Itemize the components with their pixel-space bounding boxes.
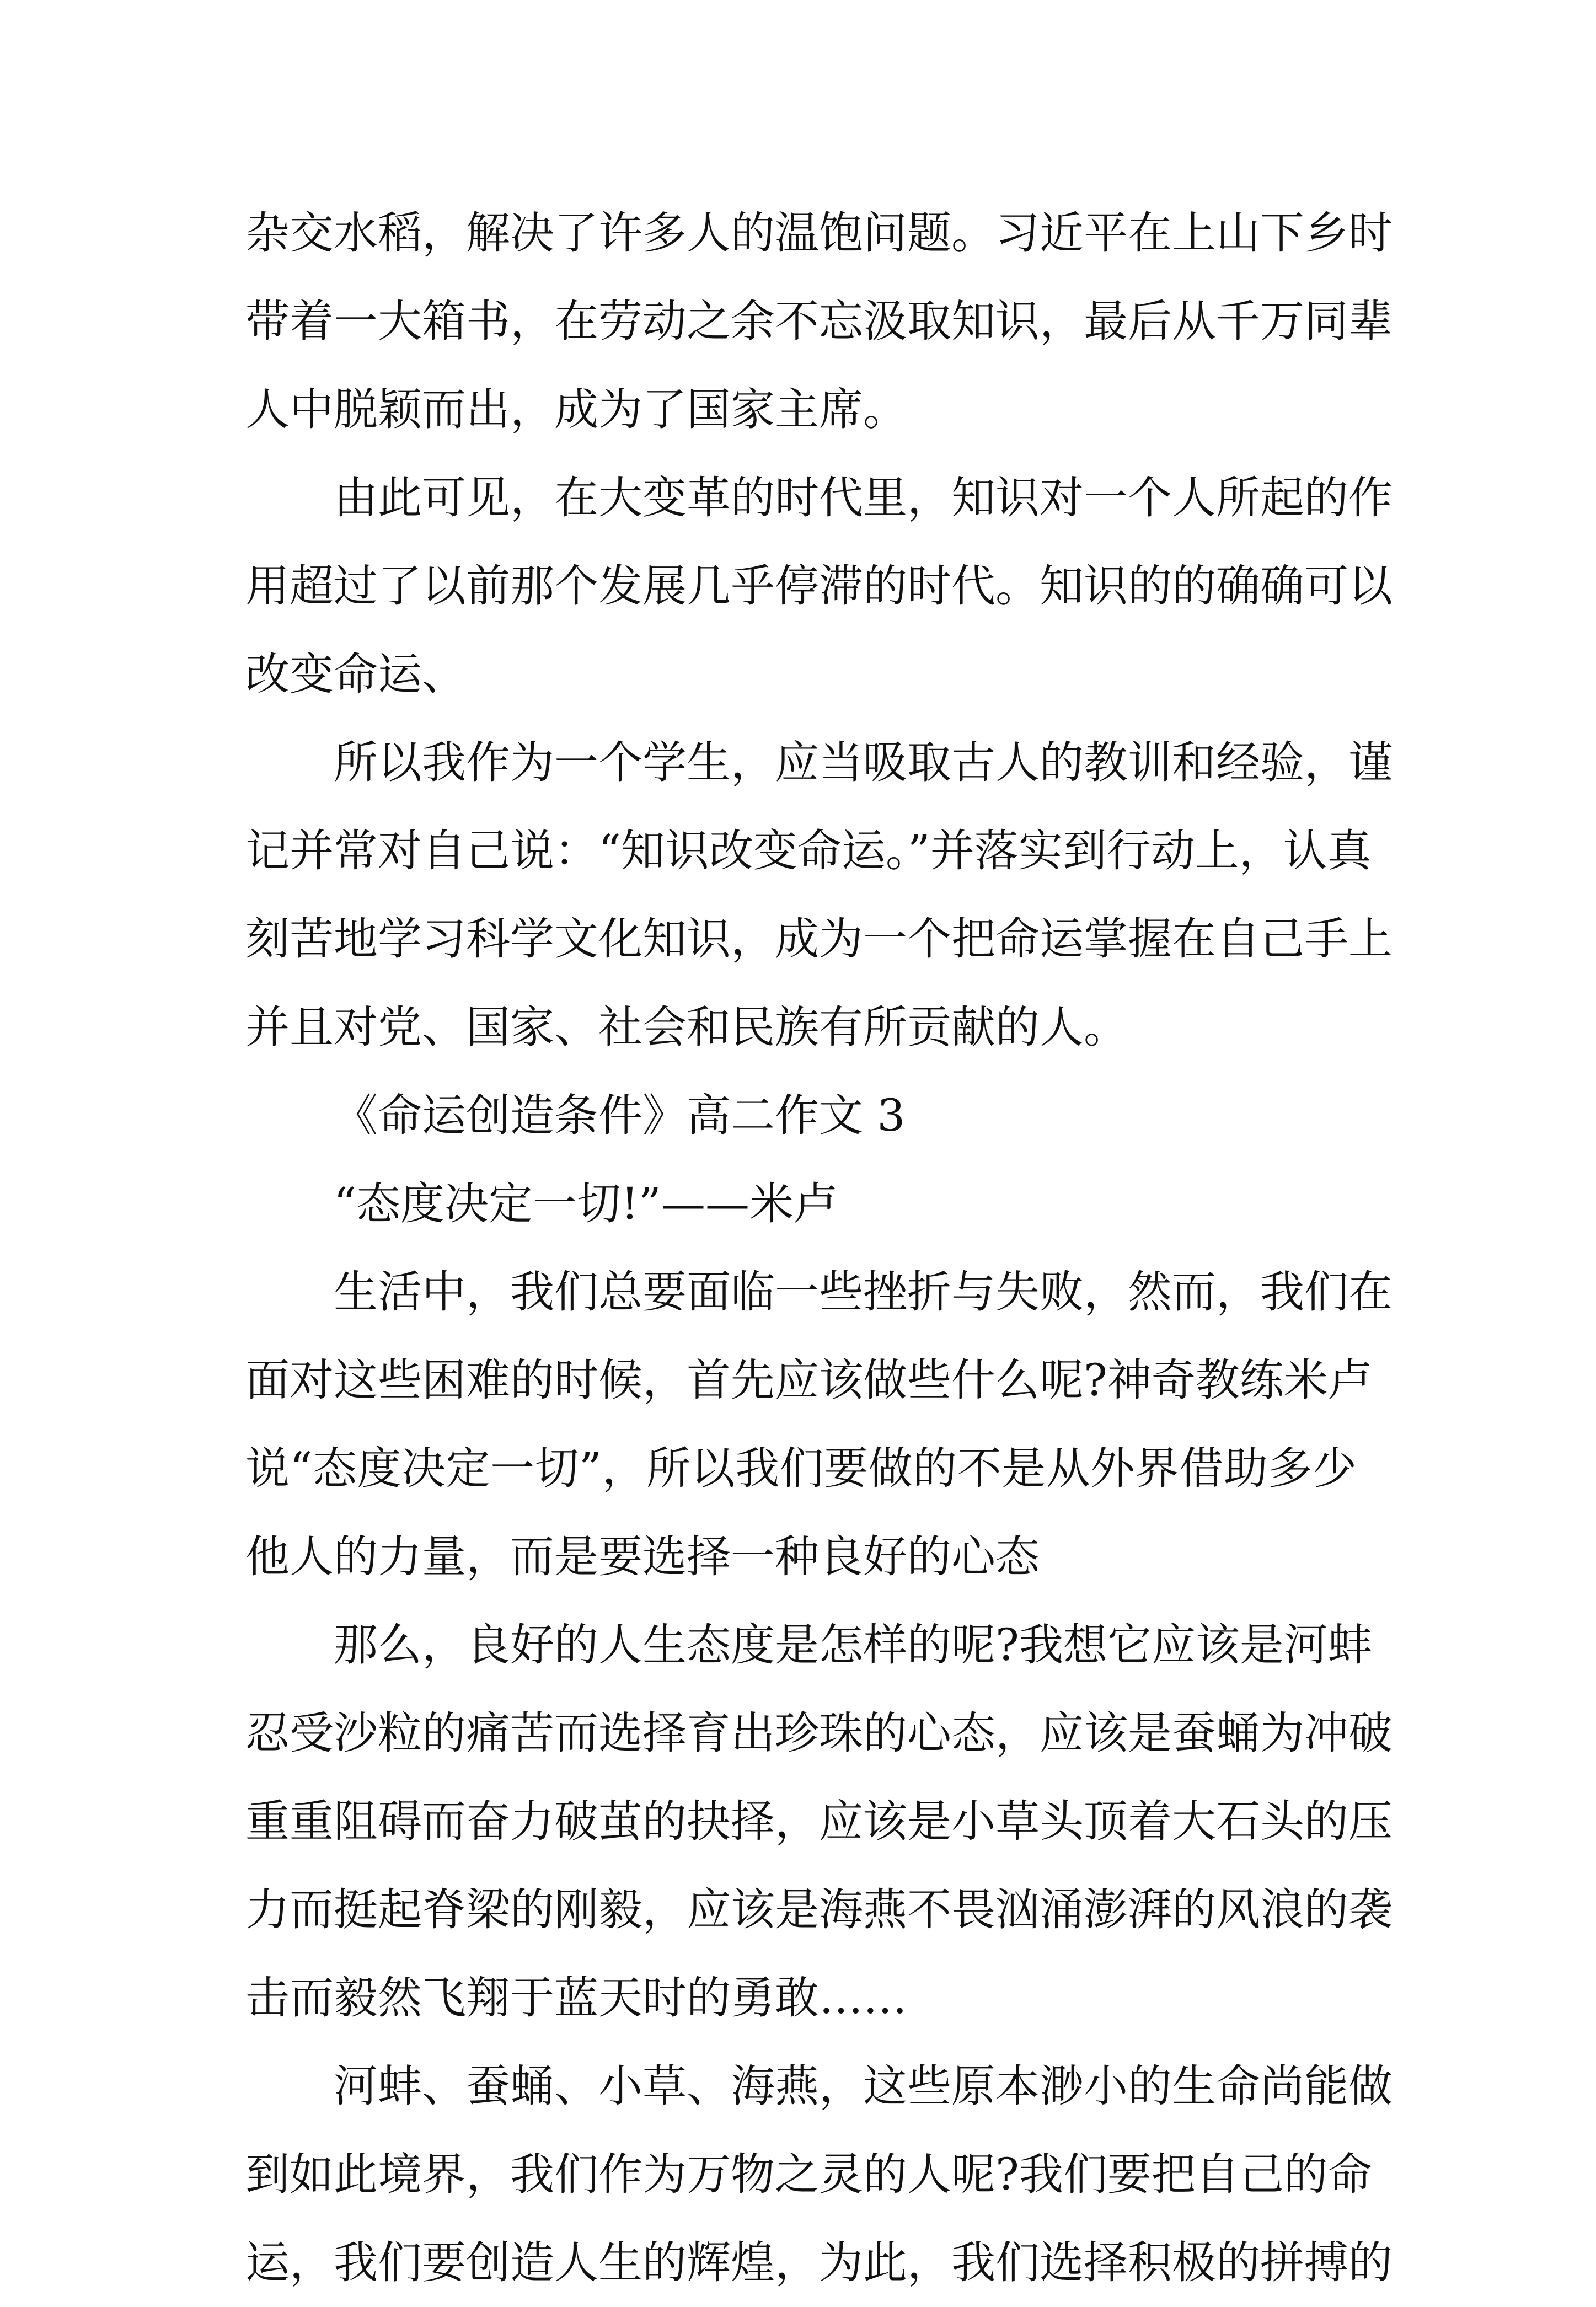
text-line: 他人的力量，而是要选择一种良好的心态 xyxy=(245,1531,1040,1582)
text-line: 重重阻碍而奋力破茧的抉择，应该是小草头顶着大石头的压 xyxy=(245,1796,1393,1847)
text-line: 杂交水稻，解决了许多人的温饱问题。习近平在上山下乡时 xyxy=(245,207,1393,259)
text-line: 忍受沙粒的痛苦而选择育出珍珠的心态，应该是蚕蛹为冲破 xyxy=(245,1707,1393,1759)
essay-body xyxy=(245,189,1393,2307)
text-line: 到如此境界，我们作为万物之灵的人呢?我们要把自己的命 xyxy=(245,2149,1372,2200)
text-line: 由此可见，在大变革的时代里，知识对一个人所起的作 xyxy=(334,472,1393,523)
text-line: “态度决定一切!”——米卢 xyxy=(334,1178,838,1229)
text-line: 所以我作为一个学生，应当吸取古人的教训和经验，谨 xyxy=(334,737,1393,788)
text-line: 改变命运、 xyxy=(245,649,466,700)
text-line: 力而挺起脊梁的刚毅，应该是海燕不畏汹涌澎湃的风浪的袭 xyxy=(245,1884,1393,1935)
text-line: 说“态度决定一切”，所以我们要做的不是从外界借助多少 xyxy=(245,1443,1357,1494)
text-line: 击而毅然飞翔于蓝天时的勇敢…… xyxy=(245,1972,907,2024)
text-line: 带着一大箱书，在劳动之余不忘汲取知识，最后从千万同辈 xyxy=(245,296,1393,347)
text-line: 并且对党、国家、社会和民族有所贡献的人。 xyxy=(245,1002,1128,1053)
text-line: 用超过了以前那个发展几乎停滞的时代。知识的的确确可以 xyxy=(245,560,1393,612)
text-line: 面对这些困难的时候，首先应该做些什么呢?神奇教练米卢 xyxy=(245,1355,1372,1406)
text-line: 河蚌、蚕蛹、小草、海燕，这些原本渺小的生命尚能做 xyxy=(334,2060,1393,2112)
text-line: 刻苦地学习科学文化知识，成为一个把命运掌握在自己手上 xyxy=(245,913,1393,965)
text-line: 人中脱颖而出，成为了国家主席。 xyxy=(245,384,907,435)
text-line: 生活中，我们总要面临一些挫折与失败，然而，我们在 xyxy=(334,1266,1393,1318)
text-line: 记并常对自己说：“知识改变命运。”并落实到行动上，认真 xyxy=(245,825,1372,876)
text-line: 那么，良好的人生态度是怎样的呢?我想它应该是河蚌 xyxy=(334,1619,1372,1671)
text-line: 运，我们要创造人生的辉煌，为此，我们选择积极的拼搏的 xyxy=(245,2237,1393,2288)
text-line: 《命运创造条件》高二作文 3 xyxy=(334,1090,906,1141)
